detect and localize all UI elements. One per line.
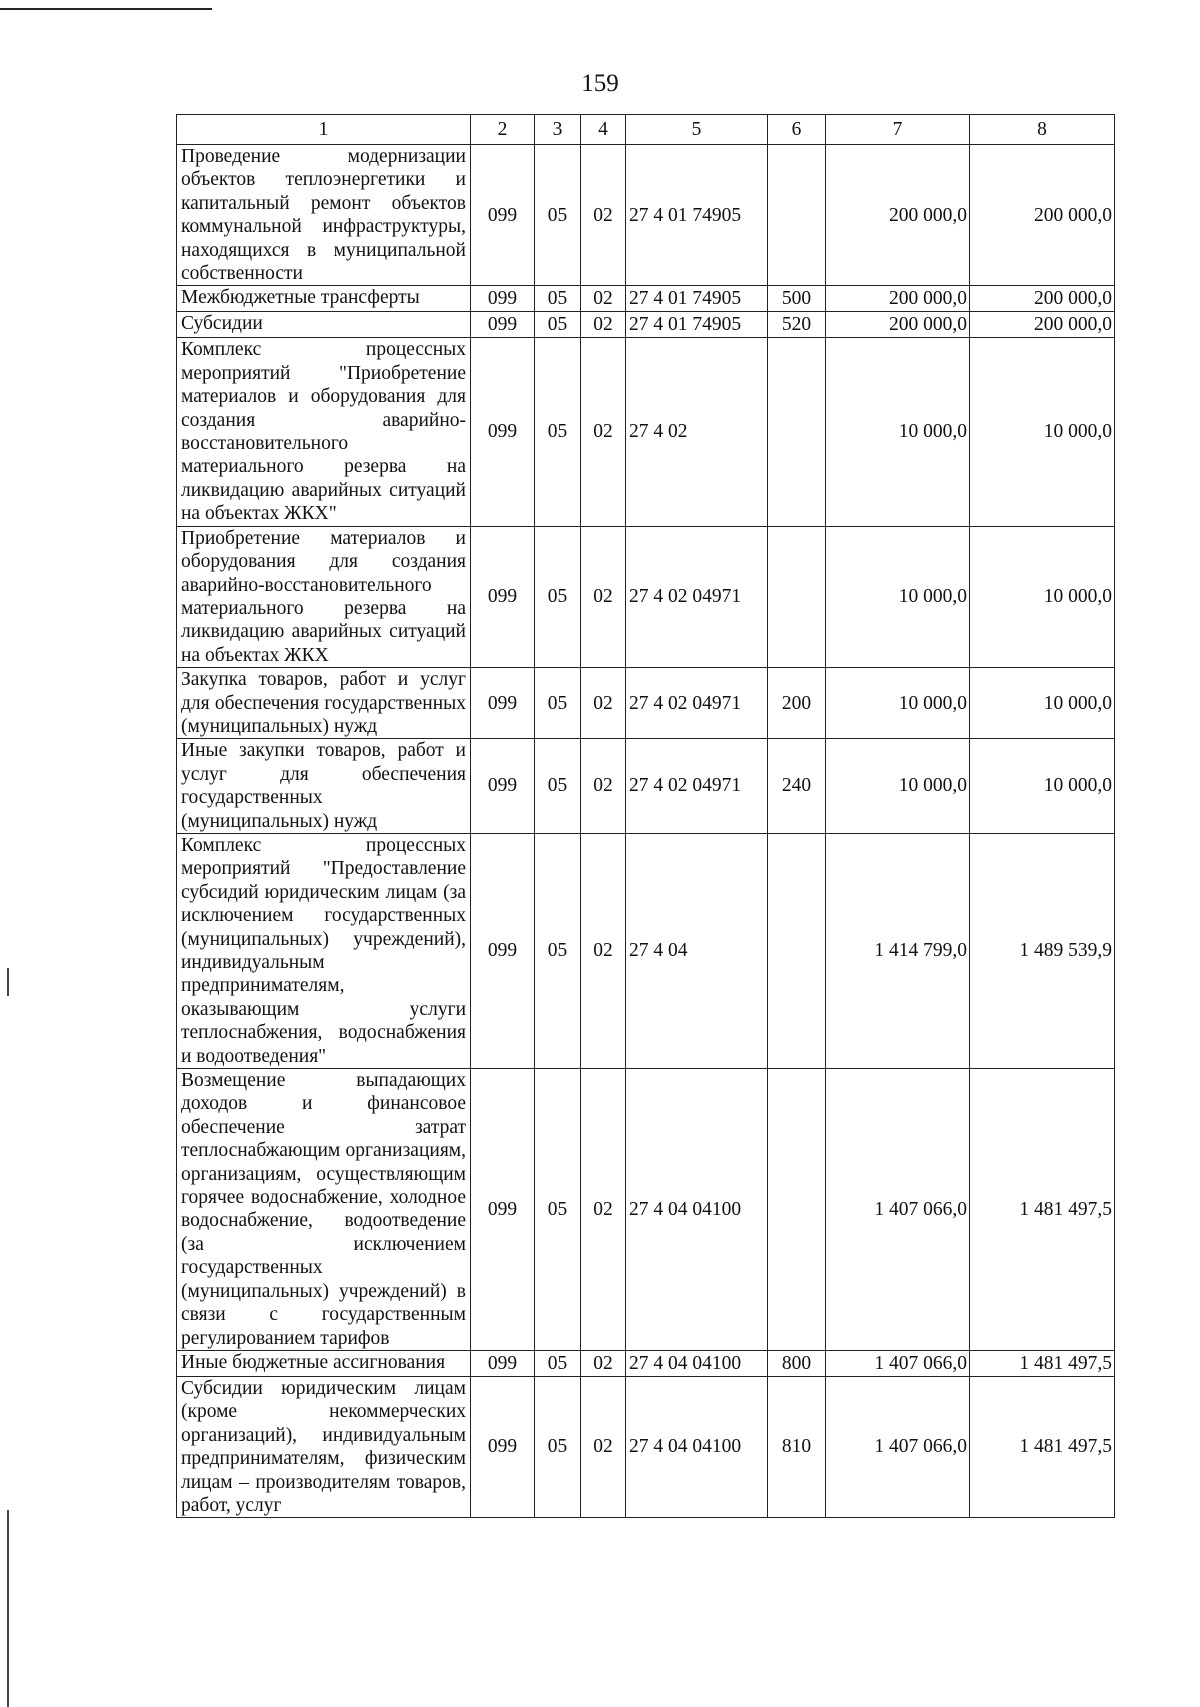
column-header: 3: [535, 115, 581, 145]
margin-mark: [7, 968, 9, 996]
row-ministry-code: 099: [471, 338, 535, 526]
row-amount-year-2: 1 481 497,5: [970, 1069, 1115, 1351]
row-amount-year-1: 10 000,0: [826, 526, 970, 667]
row-target-article-code: 27 4 04 04100: [626, 1069, 768, 1351]
table-row: [177, 1376, 1115, 1517]
table-row: [177, 145, 1115, 286]
row-amount-year-2: 200 000,0: [970, 286, 1115, 312]
table-row: [177, 1350, 1115, 1376]
row-section-code: 05: [535, 526, 581, 667]
row-description: Возмещение выпадающих доходов и финансовое обеспечение затрат теплоснабжающим организациям, организациям, осуществляющим горячее водоснабжение, холодное водоснабжение, водоотведение (за исключением государственных (муниципальных) учреждений) в связи с государственным регулированием тарифов: [177, 1069, 471, 1351]
row-target-article-code: 27 4 04 04100: [626, 1350, 768, 1376]
table-row: [177, 338, 1115, 526]
table-row: [177, 739, 1115, 834]
row-amount-year-2: 200 000,0: [970, 145, 1115, 286]
row-ministry-code: 099: [471, 668, 535, 739]
row-subsection-code: 02: [581, 145, 626, 286]
row-amount-year-1: 1 407 066,0: [826, 1376, 970, 1517]
row-amount-year-2: 200 000,0: [970, 312, 1115, 338]
column-header: 4: [581, 115, 626, 145]
row-ministry-code: 099: [471, 286, 535, 312]
row-ministry-code: 099: [471, 1376, 535, 1517]
row-expense-type-code: [768, 833, 826, 1068]
row-amount-year-1: 1 407 066,0: [826, 1350, 970, 1376]
row-section-code: 05: [535, 668, 581, 739]
row-target-article-code: 27 4 02: [626, 338, 768, 526]
row-amount-year-2: 1 481 497,5: [970, 1376, 1115, 1517]
row-expense-type-code: [768, 145, 826, 286]
budget-table: [176, 114, 1115, 1518]
column-header: 1: [177, 115, 471, 145]
row-subsection-code: 02: [581, 739, 626, 834]
row-expense-type-code: 520: [768, 312, 826, 338]
table-row: [177, 833, 1115, 1068]
row-amount-year-1: 10 000,0: [826, 739, 970, 834]
row-subsection-code: 02: [581, 338, 626, 526]
row-amount-year-2: 10 000,0: [970, 668, 1115, 739]
row-amount-year-1: 200 000,0: [826, 145, 970, 286]
row-subsection-code: 02: [581, 526, 626, 667]
row-target-article-code: 27 4 02 04971: [626, 668, 768, 739]
row-section-code: 05: [535, 739, 581, 834]
row-expense-type-code: 240: [768, 739, 826, 834]
row-description: Иные закупки товаров, работ и услуг для обеспечения государственных (муниципальных) нужд: [177, 739, 471, 834]
column-header: 2: [471, 115, 535, 145]
row-subsection-code: 02: [581, 1069, 626, 1351]
row-ministry-code: 099: [471, 1069, 535, 1351]
column-header: 7: [826, 115, 970, 145]
row-target-article-code: 27 4 02 04971: [626, 526, 768, 667]
row-description: Комплекс процессных мероприятий "Предоставление субсидий юридическим лицам (за исключением государственных (муниципальных) учреждений), индивидуальным предпринимателям, оказывающим услуги теплоснабжения, водоснабжения и водоотведения": [177, 833, 471, 1068]
row-expense-type-code: [768, 526, 826, 667]
row-amount-year-1: 1 414 799,0: [826, 833, 970, 1068]
row-amount-year-1: 200 000,0: [826, 286, 970, 312]
row-subsection-code: 02: [581, 286, 626, 312]
row-amount-year-1: 200 000,0: [826, 312, 970, 338]
row-expense-type-code: 800: [768, 1350, 826, 1376]
table-row: [177, 286, 1115, 312]
page-number: 159: [581, 70, 619, 97]
row-target-article-code: 27 4 01 74905: [626, 286, 768, 312]
row-expense-type-code: 200: [768, 668, 826, 739]
row-description: Субсидии юридическим лицам (кроме некоммерческих организаций), индивидуальным предпринимателям, физическим лицам – производителям товаров, работ, услуг: [177, 1376, 471, 1517]
table-row: [177, 668, 1115, 739]
row-ministry-code: 099: [471, 739, 535, 834]
row-target-article-code: 27 4 01 74905: [626, 312, 768, 338]
row-amount-year-1: 10 000,0: [826, 338, 970, 526]
row-description: Комплекс процессных мероприятий "Приобретение материалов и оборудования для создания аварийно-восстановительного материального резерва на ликвидацию аварийных ситуаций на объектах ЖКХ": [177, 338, 471, 526]
row-amount-year-2: 1 489 539,9: [970, 833, 1115, 1068]
row-description: Закупка товаров, работ и услуг для обеспечения государственных (муниципальных) нужд: [177, 668, 471, 739]
row-subsection-code: 02: [581, 1376, 626, 1517]
row-amount-year-2: 10 000,0: [970, 739, 1115, 834]
row-expense-type-code: 810: [768, 1376, 826, 1517]
row-ministry-code: 099: [471, 1350, 535, 1376]
table-header-row: [177, 115, 1115, 145]
row-ministry-code: 099: [471, 145, 535, 286]
margin-mark: [7, 1510, 9, 1707]
row-subsection-code: 02: [581, 668, 626, 739]
row-section-code: 05: [535, 286, 581, 312]
row-section-code: 05: [535, 833, 581, 1068]
row-description: Приобретение материалов и оборудования для создания аварийно-восстановительного материального резерва на ликвидацию аварийных ситуаций на объектах ЖКХ: [177, 526, 471, 667]
table-row: [177, 312, 1115, 338]
row-amount-year-2: 10 000,0: [970, 338, 1115, 526]
row-expense-type-code: [768, 1069, 826, 1351]
column-header: 6: [768, 115, 826, 145]
row-description: Проведение модернизации объектов теплоэнергетики и капитальный ремонт объектов коммунальной инфраструктуры, находящихся в муниципальной собственности: [177, 145, 471, 286]
row-description: Межбюджетные трансферты: [177, 286, 471, 312]
row-amount-year-1: 10 000,0: [826, 668, 970, 739]
row-subsection-code: 02: [581, 833, 626, 1068]
row-ministry-code: 099: [471, 526, 535, 667]
row-section-code: 05: [535, 338, 581, 526]
row-description: Субсидии: [177, 312, 471, 338]
row-target-article-code: 27 4 02 04971: [626, 739, 768, 834]
row-section-code: 05: [535, 1376, 581, 1517]
row-section-code: 05: [535, 312, 581, 338]
row-ministry-code: 099: [471, 312, 535, 338]
row-target-article-code: 27 4 01 74905: [626, 145, 768, 286]
top-rule: [0, 8, 212, 10]
row-section-code: 05: [535, 1069, 581, 1351]
row-subsection-code: 02: [581, 312, 626, 338]
row-amount-year-1: 1 407 066,0: [826, 1069, 970, 1351]
table-row: [177, 526, 1115, 667]
column-header: 8: [970, 115, 1115, 145]
row-target-article-code: 27 4 04 04100: [626, 1376, 768, 1517]
row-amount-year-2: 1 481 497,5: [970, 1350, 1115, 1376]
table-row: [177, 1069, 1115, 1351]
column-header: 5: [626, 115, 768, 145]
row-expense-type-code: 500: [768, 286, 826, 312]
row-ministry-code: 099: [471, 833, 535, 1068]
row-section-code: 05: [535, 1350, 581, 1376]
row-amount-year-2: 10 000,0: [970, 526, 1115, 667]
row-section-code: 05: [535, 145, 581, 286]
row-target-article-code: 27 4 04: [626, 833, 768, 1068]
row-expense-type-code: [768, 338, 826, 526]
row-subsection-code: 02: [581, 1350, 626, 1376]
row-description: Иные бюджетные ассигнования: [177, 1350, 471, 1376]
